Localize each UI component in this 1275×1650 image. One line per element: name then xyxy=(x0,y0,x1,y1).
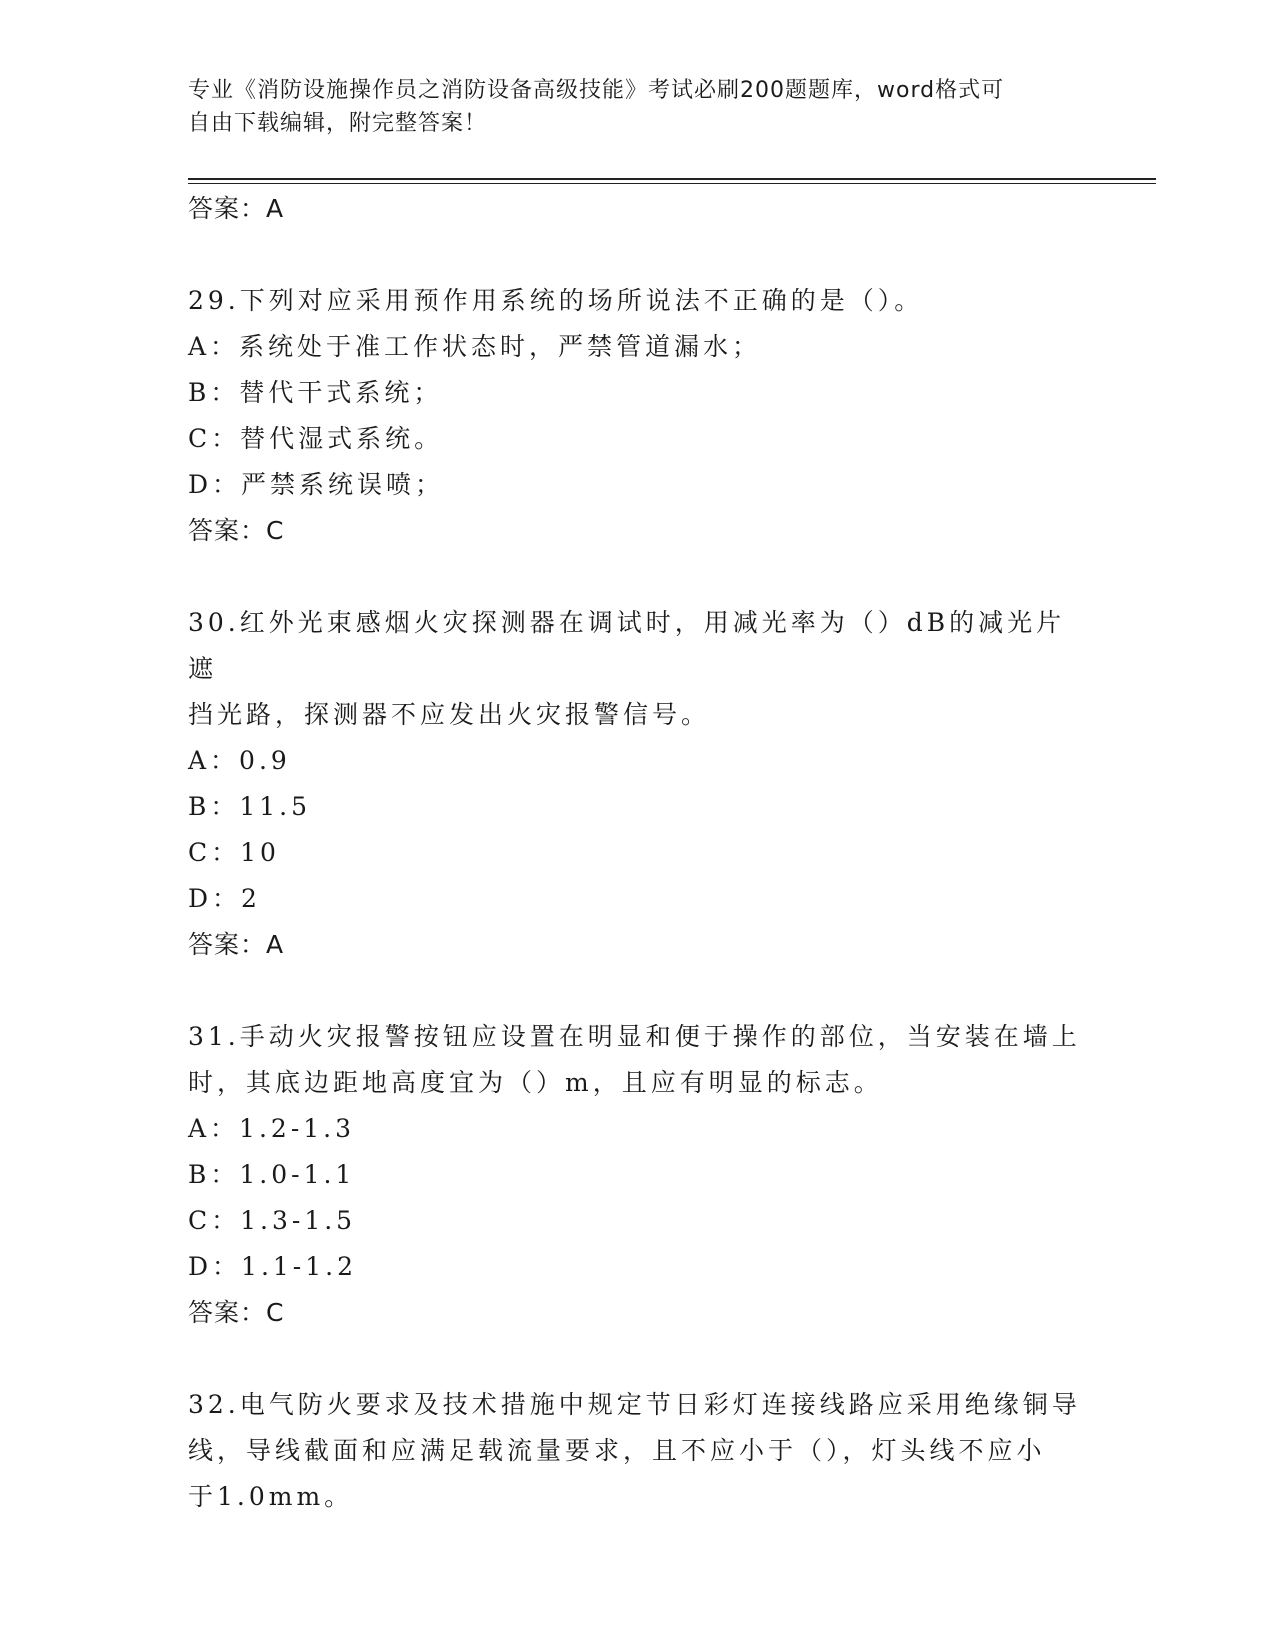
option-d: D：2 xyxy=(188,884,261,913)
option-c: C：1.3-1.5 xyxy=(188,1206,357,1235)
question-29 xyxy=(188,278,1088,554)
option-c: C：10 xyxy=(188,838,280,867)
option-b: B：11.5 xyxy=(188,792,312,821)
page-header xyxy=(188,74,1088,140)
question-list xyxy=(188,186,1088,1520)
question-stem: 30.红外光束感烟火灾探测器在调试时，用减光率为（）dB的减光片遮 xyxy=(188,608,1066,683)
header-line-1: 专业《消防设施操作员之消防设备高级技能》考试必刷200题题库，word格式可 xyxy=(188,78,1005,103)
option-b: B：1.0-1.1 xyxy=(188,1160,356,1189)
option-a: A：系统处于准工作状态时，严禁管道漏水； xyxy=(188,332,762,361)
question-32 xyxy=(188,1382,1088,1520)
question-31 xyxy=(188,1014,1088,1336)
option-b: B：替代干式系统； xyxy=(188,378,443,407)
question-stem-continued: 时，其底边距地高度宜为（）m，且应有明显的标志。 xyxy=(188,1068,883,1097)
question-stem-continued: 挡光路，探测器不应发出火灾报警信号。 xyxy=(188,700,711,729)
question-stem-continued: 线，导线截面和应满足载流量要求，且不应小于（），灯头线不应小 xyxy=(188,1436,1046,1465)
option-a: A：1.2-1.3 xyxy=(188,1114,356,1143)
question-stem: 32.电气防火要求及技术措施中规定节日彩灯连接线路应采用绝缘铜导 xyxy=(188,1390,1081,1419)
answer-line: 答案：A xyxy=(188,930,285,959)
option-c: C：替代湿式系统。 xyxy=(188,424,444,453)
answer-line: 答案：A xyxy=(188,194,285,223)
question-stem: 31.手动火灾报警按钮应设置在明显和便于操作的部位，当安装在墙上 xyxy=(188,1022,1081,1051)
header-divider xyxy=(188,178,1156,180)
header-line-2: 自由下载编辑，附完整答案！ xyxy=(188,111,488,136)
option-d: D：1.1-1.2 xyxy=(188,1252,358,1281)
option-a: A：0.9 xyxy=(188,746,291,775)
header-divider-thin xyxy=(188,183,1156,184)
answer-line: 答案：C xyxy=(188,516,285,545)
option-d: D：严禁系统误喷； xyxy=(188,470,445,499)
question-30 xyxy=(188,600,1088,968)
answer-line: 答案：C xyxy=(188,1298,285,1327)
question-stem: 29.下列对应采用预作用系统的场所说法不正确的是（）。 xyxy=(188,286,924,315)
question-stem-continued: 于1.0mm。 xyxy=(188,1482,354,1511)
